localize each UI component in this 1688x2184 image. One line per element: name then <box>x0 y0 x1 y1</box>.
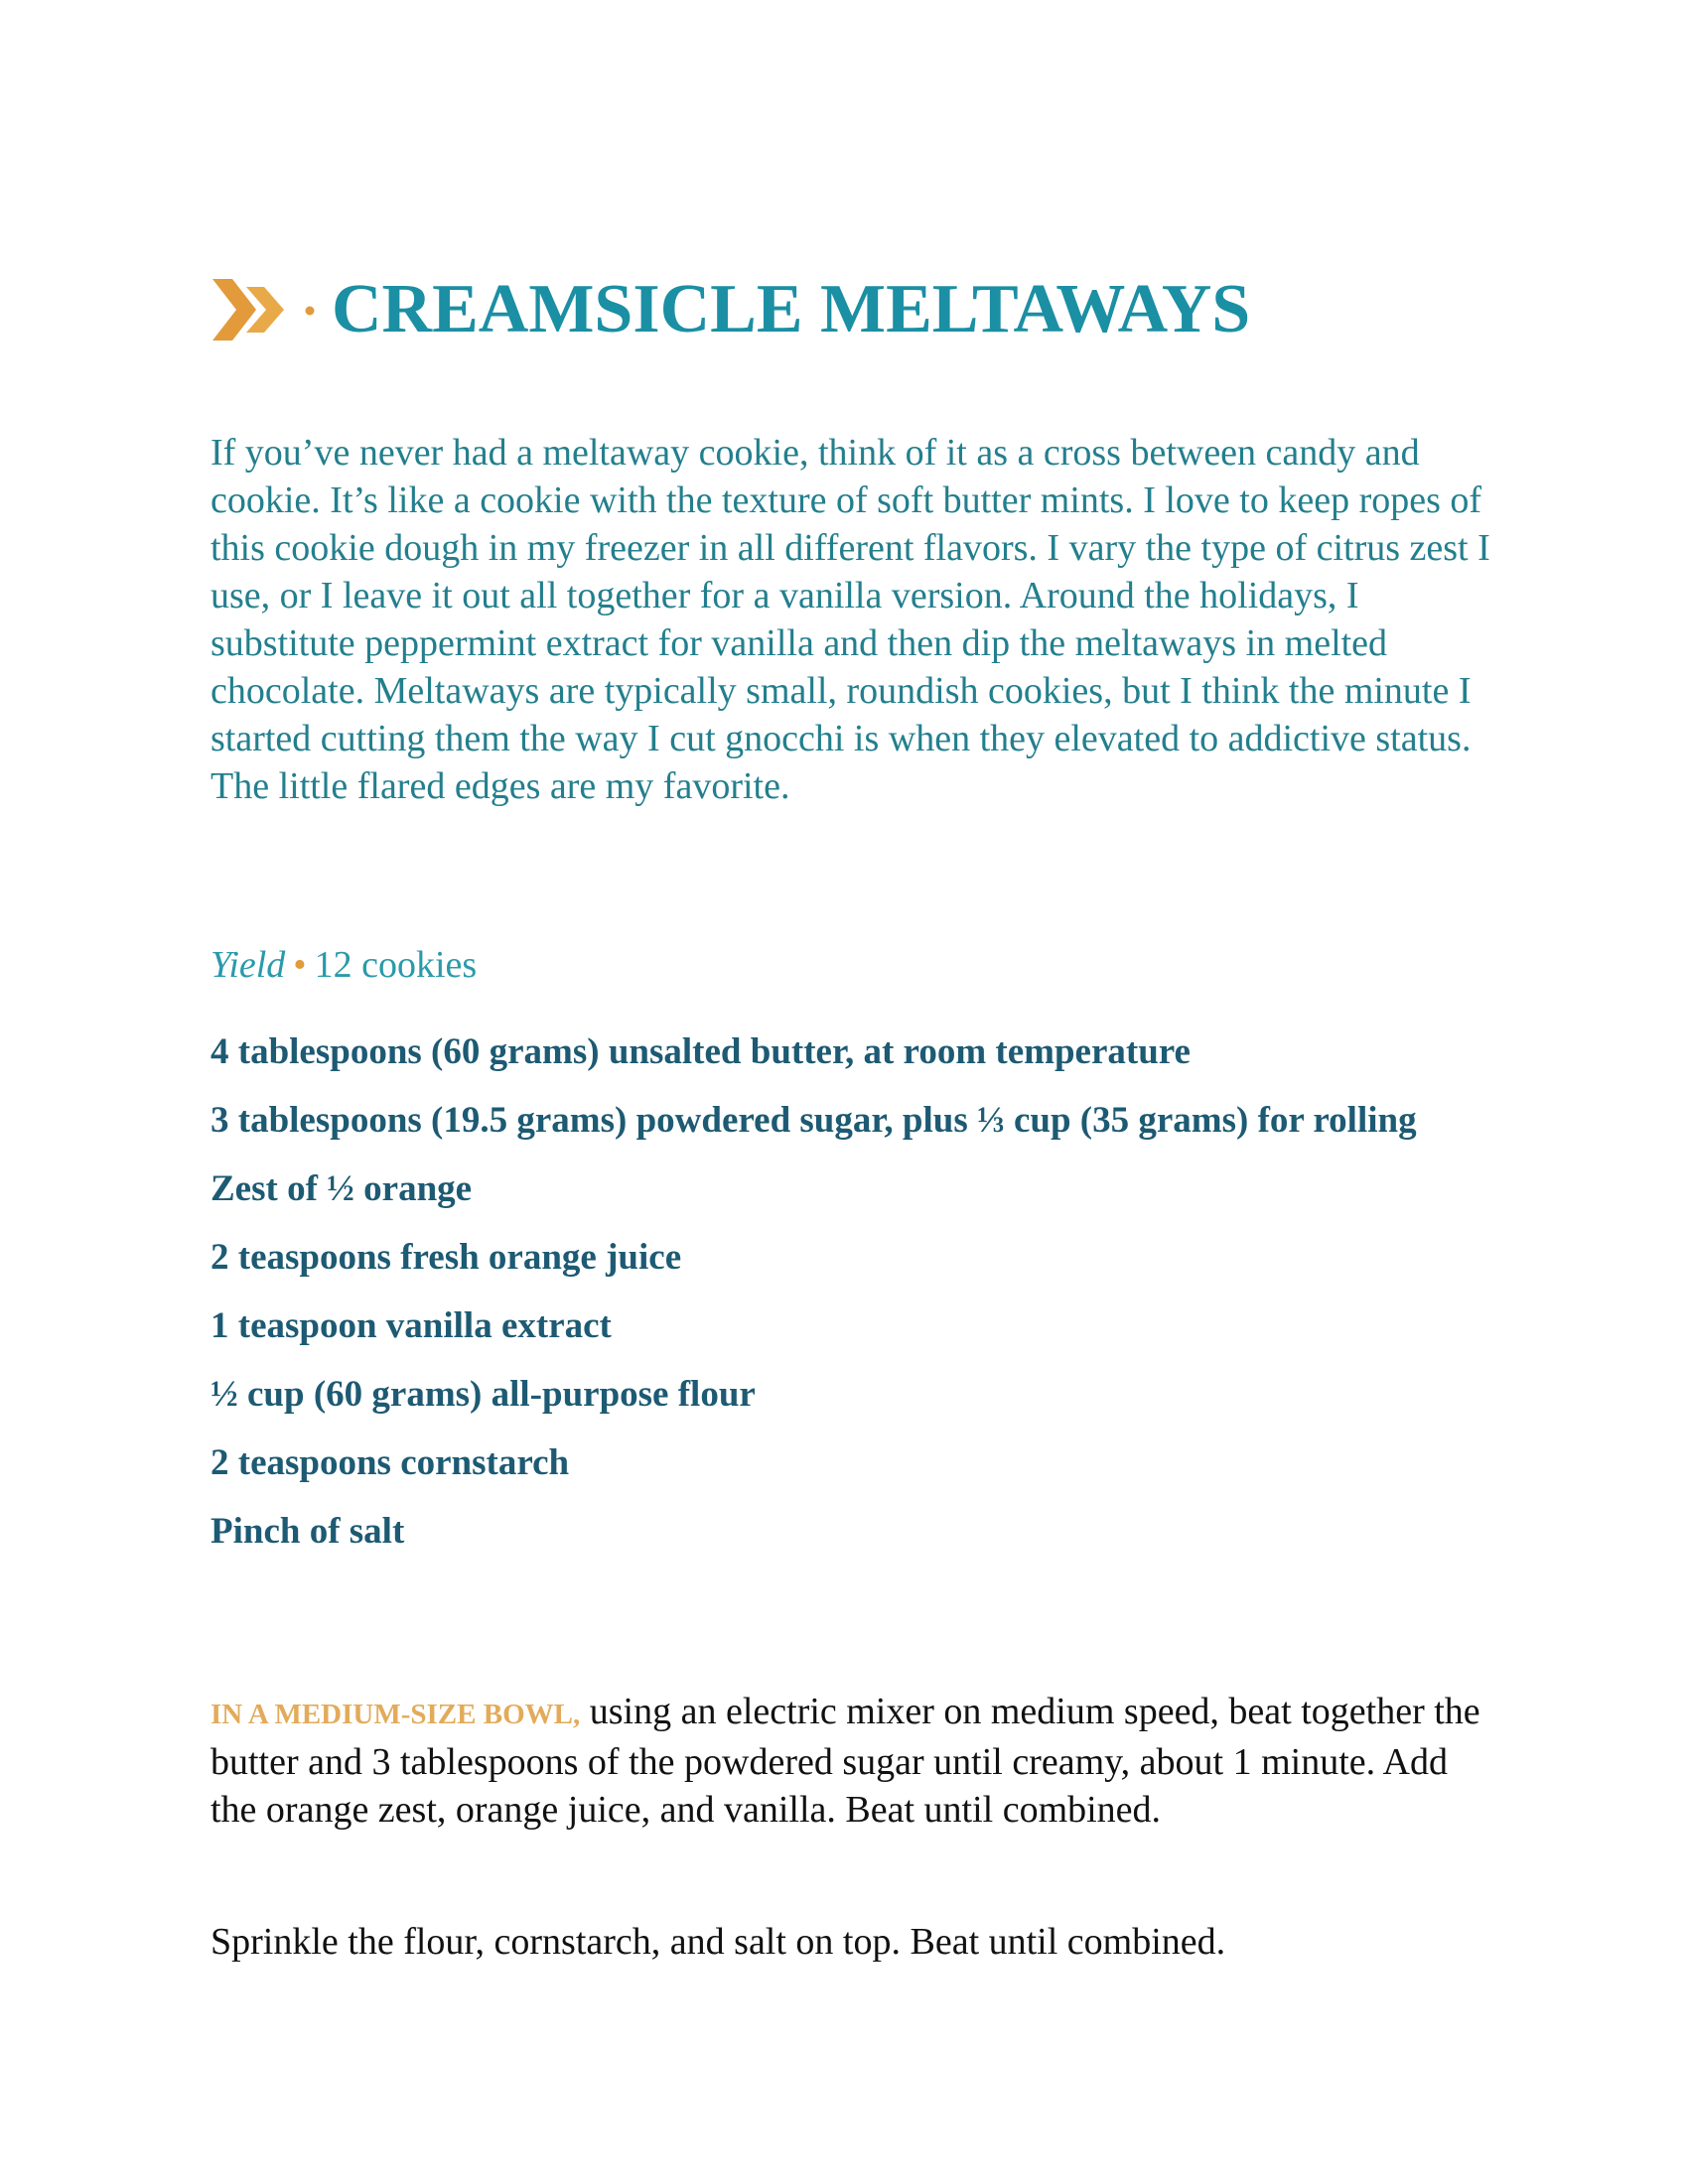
ingredient-list <box>211 1028 1491 1576</box>
ingredient-item: 2 teaspoons cornstarch <box>211 1442 570 1483</box>
ingredient-item: 3 tablespoons (19.5 grams) powdered sugar, plus ⅓ cup (35 grams) for rolling <box>211 1100 1417 1141</box>
ingredient-item: 4 tablespoons (60 grams) unsalted butter, at room temperature <box>211 1031 1191 1072</box>
yield-value: 12 cookies <box>314 944 478 986</box>
ingredient-item: Pinch of salt <box>211 1511 405 1552</box>
ingredient-item: 2 teaspoons fresh orange juice <box>211 1237 682 1278</box>
title-row <box>211 260 1250 359</box>
yield-separator: • <box>293 944 307 986</box>
ingredient-item: 1 teaspoon vanilla extract <box>211 1305 612 1346</box>
yield-label: Yield <box>211 944 286 986</box>
recipe-intro: If you’ve never had a meltaway cookie, think of it as a cross between candy and cookie. It’s like a cookie with the texture of soft butter mints. I love to keep ropes of this cookie dough in my freezer in all different flavors. I vary the type of citrus zest I use, or I leave it out all together for a vanilla version. Around the holidays, I substitute peppermint extract for vanilla and then dip the meltaways in melted chocolate. Meltaways are typically small, roundish cookies, but I think the minute I started cutting them the way I cut gnocchi is when they elevated to addictive status. The little flared edges are my favorite. <box>211 432 1490 807</box>
method-step-1 <box>211 1688 1491 1834</box>
recipe-title: CREAMSICLE MELTAWAYS <box>332 271 1251 347</box>
double-chevron-icon <box>211 271 322 348</box>
step-text: using an electric mixer on medium speed, beat together the butter and 3 tablespoons of the powdered sugar until creamy, about 1 minute. Add the orange zest, orange juice, and vanilla. Beat until combined. <box>211 1691 1480 1831</box>
recipe-yield <box>211 941 477 989</box>
method-step-2: Sprinkle the flour, cornstarch, and salt on top. Beat until combined. <box>211 1921 1226 1963</box>
step-lead-in: IN A MEDIUM-SIZE BOWL, <box>211 1699 581 1730</box>
ingredient-item: Zest of ½ orange <box>211 1168 473 1209</box>
ingredient-item: ½ cup (60 grams) all-purpose flour <box>211 1374 756 1415</box>
